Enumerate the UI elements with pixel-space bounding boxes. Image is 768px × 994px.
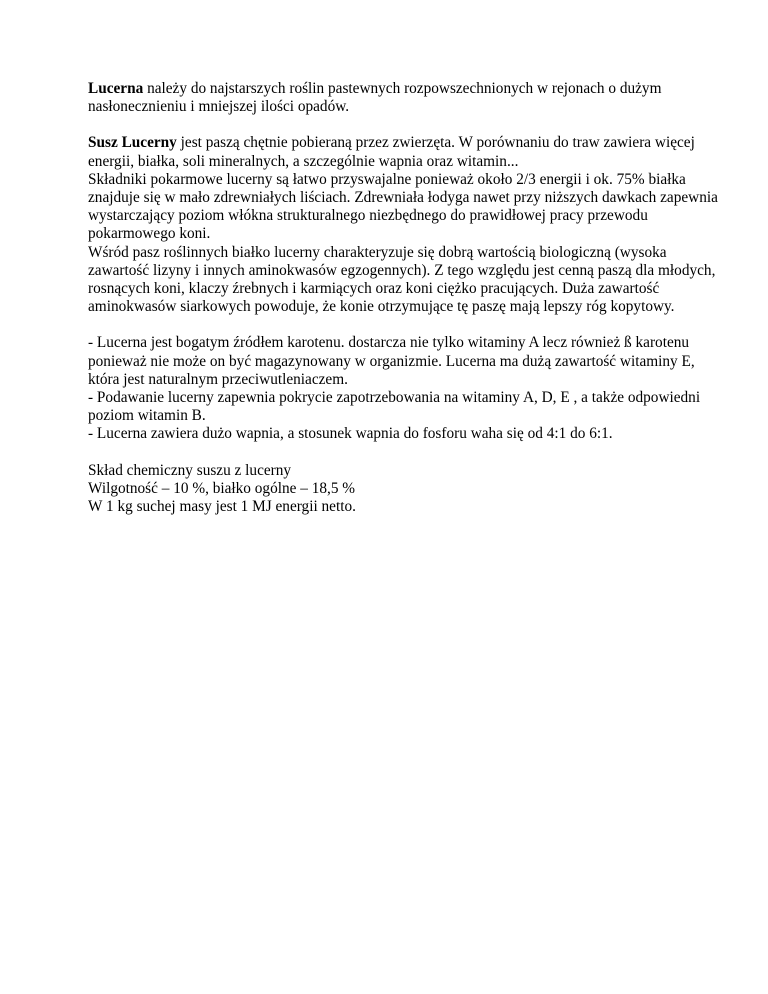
vitamins-bullet: - Podawanie lucerny zapewnia pokrycie zapotrzebowania na witaminy A, D, E , a także odpowiedni poziom witamin B. — [88, 389, 701, 425]
paragraph-gap — [88, 316, 718, 334]
intro-bold-term: Lucerna — [88, 80, 144, 97]
paragraph-gap — [88, 444, 718, 462]
composition-heading: Skład chemiczny suszu z lucerny — [88, 461, 292, 479]
composition-line-energy: W 1 kg suchej masy jest 1 MJ energii netto. — [88, 498, 356, 516]
document-page — [88, 80, 718, 516]
calcium-bullet: - Lucerna zawiera dużo wapnia, a stosunek wapnia do fosforu waha się od 4:1 do 6:1. — [88, 425, 613, 443]
composition-line-moisture: Wilgotność – 10 %, białko ogólne – 18,5 % — [88, 479, 356, 497]
intro-paragraph — [88, 80, 718, 116]
susz-bold-term: Susz Lucerny — [88, 134, 177, 152]
nutrients-paragraph: Składniki pokarmowe lucerny są łatwo przyswajalne ponieważ około 2/3 energii i ok. 75% białka znajduje się w mało zdrewniałych liściach. Zdrewniała łodyga nawet przy niższych dawkach zapewnia wystarczający poziom włókna strukturalnego niezbędnego do prawidłowej pracy przewodu pokarmowego koni. — [88, 170, 718, 243]
carotene-bullet: - Lucerna jest bogatym źródłem karotenu. dostarcza nie tylko witaminy A lecz również ß karotenu ponieważ nie może on być magazynowany w organizmie. Lucerna ma dużą zawartość witaminy E, która jest naturalnym przeciwutleniaczem. — [88, 334, 695, 388]
susz-paragraph — [88, 134, 718, 170]
protein-paragraph: Wśród pasz roślinnych białko lucerny charakteryzuje się dobrą wartością biologiczną (wysoka zawartość lizyny i innych aminokwasów egzogennych). Z tego względu jest cenną paszą dla młodych, rosnących koni, klaczy źrebnych i karmiących oraz koni ciężko pracujących. Duża zawartość aminokwasów siarkowych powoduje, że konie otrzymujące tę paszę mają lepszy róg kopytowy. — [88, 243, 716, 316]
intro-text: należy do najstarszych roślin pastewnych rozpowszechnionych w rejonach o dużym nasłonecznieniu i mniejszej ilości opadów. — [88, 80, 662, 116]
susz-text: jest paszą chętnie pobieraną przez zwierzęta. W porównaniu do traw zawiera więcej energii, białka, soli mineralnych, a szczególnie wapnia oraz witamin... — [88, 134, 695, 170]
paragraph-gap — [88, 116, 718, 134]
